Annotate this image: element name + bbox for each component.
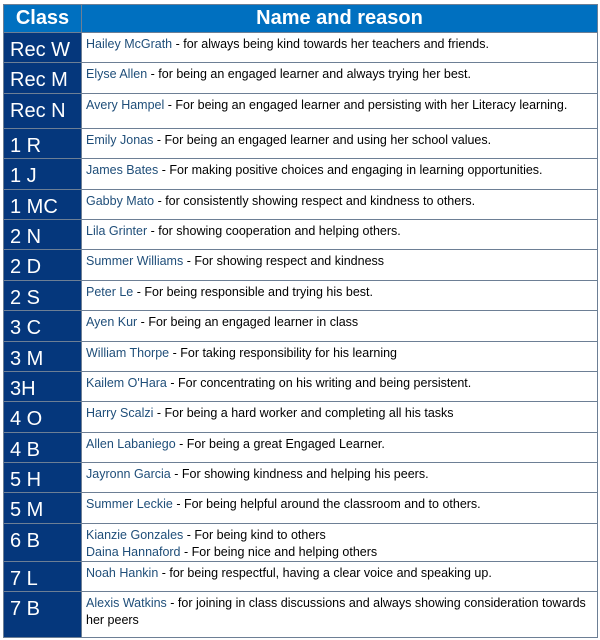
name-separator: - — [153, 406, 165, 421]
name-reason-cell — [82, 523, 598, 561]
student-name: Hailey McGrath — [86, 37, 173, 51]
name-reason-cell — [82, 592, 598, 638]
name-separator: - — [166, 375, 178, 390]
name-separator: - — [147, 67, 159, 82]
award-reason: For being nice and helping others — [191, 544, 378, 559]
award-row — [4, 402, 598, 432]
award-reason: For being responsible and trying his best. — [144, 284, 373, 299]
name-separator: - — [153, 133, 165, 148]
name-reason-cell — [82, 493, 598, 523]
class-cell: Rec N — [4, 93, 82, 128]
award-row — [4, 220, 598, 250]
name-separator: - — [154, 193, 166, 208]
award-entry — [86, 405, 593, 422]
award-entry — [86, 97, 593, 114]
award-reason: For being a hard worker and completing all his tasks — [164, 406, 454, 421]
award-entry — [86, 314, 593, 331]
award-reason: For being an engaged learner in class — [148, 315, 359, 330]
name-separator: - — [147, 224, 159, 239]
award-entry — [86, 496, 593, 513]
awards-table — [3, 4, 598, 638]
class-cell: 2 D — [4, 250, 82, 280]
class-cell: 2 S — [4, 280, 82, 310]
name-separator: - — [133, 284, 145, 299]
class-cell: 3H — [4, 371, 82, 401]
name-reason-cell — [82, 402, 598, 432]
class-cell: 3 M — [4, 341, 82, 371]
award-entry — [86, 253, 593, 270]
award-row — [4, 159, 598, 189]
award-row — [4, 371, 598, 401]
award-entry — [86, 345, 593, 362]
student-name: Jayronn Garcia — [86, 466, 171, 481]
award-entry — [86, 436, 593, 453]
name-separator: - — [183, 527, 195, 542]
name-separator: - — [172, 497, 184, 512]
class-cell: 4 O — [4, 402, 82, 432]
name-reason-cell — [82, 129, 598, 159]
student-name: Lila Grinter — [86, 224, 148, 239]
name-separator: - — [137, 315, 149, 330]
name-separator: - — [164, 97, 176, 112]
student-name: Emily Jonas — [86, 133, 154, 148]
name-separator: - — [158, 566, 170, 580]
name-reason-cell — [82, 159, 598, 189]
name-separator: - — [158, 163, 170, 178]
name-reason-cell — [82, 189, 598, 219]
award-entry — [86, 375, 593, 392]
class-cell: 3 C — [4, 311, 82, 341]
name-separator: - — [169, 345, 181, 360]
name-reason-cell — [82, 93, 598, 128]
student-name: Allen Labaniego — [86, 436, 176, 451]
awards-table-body — [4, 33, 598, 638]
award-row — [4, 250, 598, 280]
award-reason: For making positive choices and engaging in learning opportunities. — [169, 163, 543, 178]
award-reason: for being respectful, having a clear voice and speaking up. — [169, 566, 492, 580]
award-entry — [86, 162, 593, 179]
award-reason: For being kind to others — [194, 527, 326, 542]
name-reason-cell — [82, 432, 598, 462]
award-entry — [86, 544, 593, 561]
award-reason: For being helpful around the classroom and to others. — [183, 497, 481, 512]
award-entry — [86, 132, 593, 149]
award-row — [4, 93, 598, 128]
class-column-header: Class — [4, 5, 82, 33]
student-name: James Bates — [86, 163, 159, 178]
award-row — [4, 462, 598, 492]
student-name: Kailem O'Hara — [86, 375, 167, 390]
name-separator: - — [170, 466, 182, 481]
name-reason-cell — [82, 562, 598, 592]
name-reason-cell — [82, 462, 598, 492]
class-cell: 6 B — [4, 523, 82, 561]
award-row — [4, 493, 598, 523]
award-entry — [86, 284, 593, 301]
student-name: Ayen Kur — [86, 315, 138, 330]
student-name: Gabby Mato — [86, 193, 155, 208]
student-name: Peter Le — [86, 284, 134, 299]
class-cell: Rec M — [4, 63, 82, 93]
award-reason: for always being kind towards her teachers and friends. — [183, 37, 489, 51]
award-row — [4, 562, 598, 592]
name-separator: - — [183, 254, 195, 269]
class-cell: 4 B — [4, 432, 82, 462]
award-reason: for consistently showing respect and kindness to others. — [165, 193, 476, 208]
award-entry — [86, 466, 593, 483]
award-row — [4, 341, 598, 371]
award-entry — [86, 66, 593, 83]
award-row — [4, 311, 598, 341]
student-name: Daina Hannaford — [86, 544, 181, 559]
award-row — [4, 280, 598, 310]
name-reason-cell — [82, 220, 598, 250]
award-entry — [86, 193, 593, 210]
name-separator: - — [166, 596, 178, 611]
name-reason-cell — [82, 341, 598, 371]
award-row — [4, 523, 598, 561]
award-entry — [86, 223, 593, 240]
student-name: Alexis Watkins — [86, 596, 167, 611]
award-reason: For taking responsibility for his learning — [180, 345, 398, 360]
award-row — [4, 129, 598, 159]
award-reason: For being an engaged learner and using her school values. — [164, 133, 492, 148]
award-reason: For showing kindness and helping his peers. — [181, 466, 429, 481]
name-separator: - — [180, 544, 192, 559]
award-row — [4, 63, 598, 93]
student-name: Avery Hampel — [86, 97, 165, 112]
class-cell: 1 R — [4, 129, 82, 159]
name-reason-cell — [82, 33, 598, 63]
student-name: Elyse Allen — [86, 67, 148, 82]
award-reason: for joining in class discussions and always showing consideration towards her peers — [86, 596, 586, 628]
award-reason: For showing respect and kindness — [194, 254, 385, 269]
student-name: William Thorpe — [86, 345, 170, 360]
award-entry — [86, 527, 593, 544]
award-reason: For concentrating on his writing and being persistent. — [178, 375, 472, 390]
name-separator: - — [172, 37, 184, 51]
award-reason: For being a great Engaged Learner. — [186, 436, 385, 451]
award-reason: for showing cooperation and helping others. — [158, 224, 401, 239]
class-cell: 2 N — [4, 220, 82, 250]
award-reason: For being an engaged learner and persisting with her Literacy learning. — [175, 97, 568, 112]
name-reason-cell — [82, 311, 598, 341]
award-entry — [86, 595, 593, 629]
award-entry — [86, 565, 593, 582]
award-reason: for being an engaged learner and always trying her best. — [158, 67, 471, 82]
student-name: Noah Hankin — [86, 566, 159, 580]
name-reason-column-header: Name and reason — [82, 5, 598, 33]
name-separator: - — [175, 436, 187, 451]
award-entry — [86, 36, 593, 53]
header-row — [4, 5, 598, 33]
class-cell: 1 J — [4, 159, 82, 189]
name-reason-cell — [82, 280, 598, 310]
name-reason-cell — [82, 371, 598, 401]
name-reason-cell — [82, 63, 598, 93]
class-cell: 5 H — [4, 462, 82, 492]
student-name: Harry Scalzi — [86, 406, 154, 421]
student-name: Kianzie Gonzales — [86, 527, 184, 542]
class-cell: 7 L — [4, 562, 82, 592]
award-row — [4, 189, 598, 219]
class-cell: 5 M — [4, 493, 82, 523]
award-row — [4, 432, 598, 462]
award-row — [4, 592, 598, 638]
class-cell: 7 B — [4, 592, 82, 638]
student-name: Summer Leckie — [86, 497, 173, 512]
class-cell: 1 MC — [4, 189, 82, 219]
award-row — [4, 33, 598, 63]
name-reason-cell — [82, 250, 598, 280]
class-cell: Rec W — [4, 33, 82, 63]
student-name: Summer Williams — [86, 254, 184, 269]
